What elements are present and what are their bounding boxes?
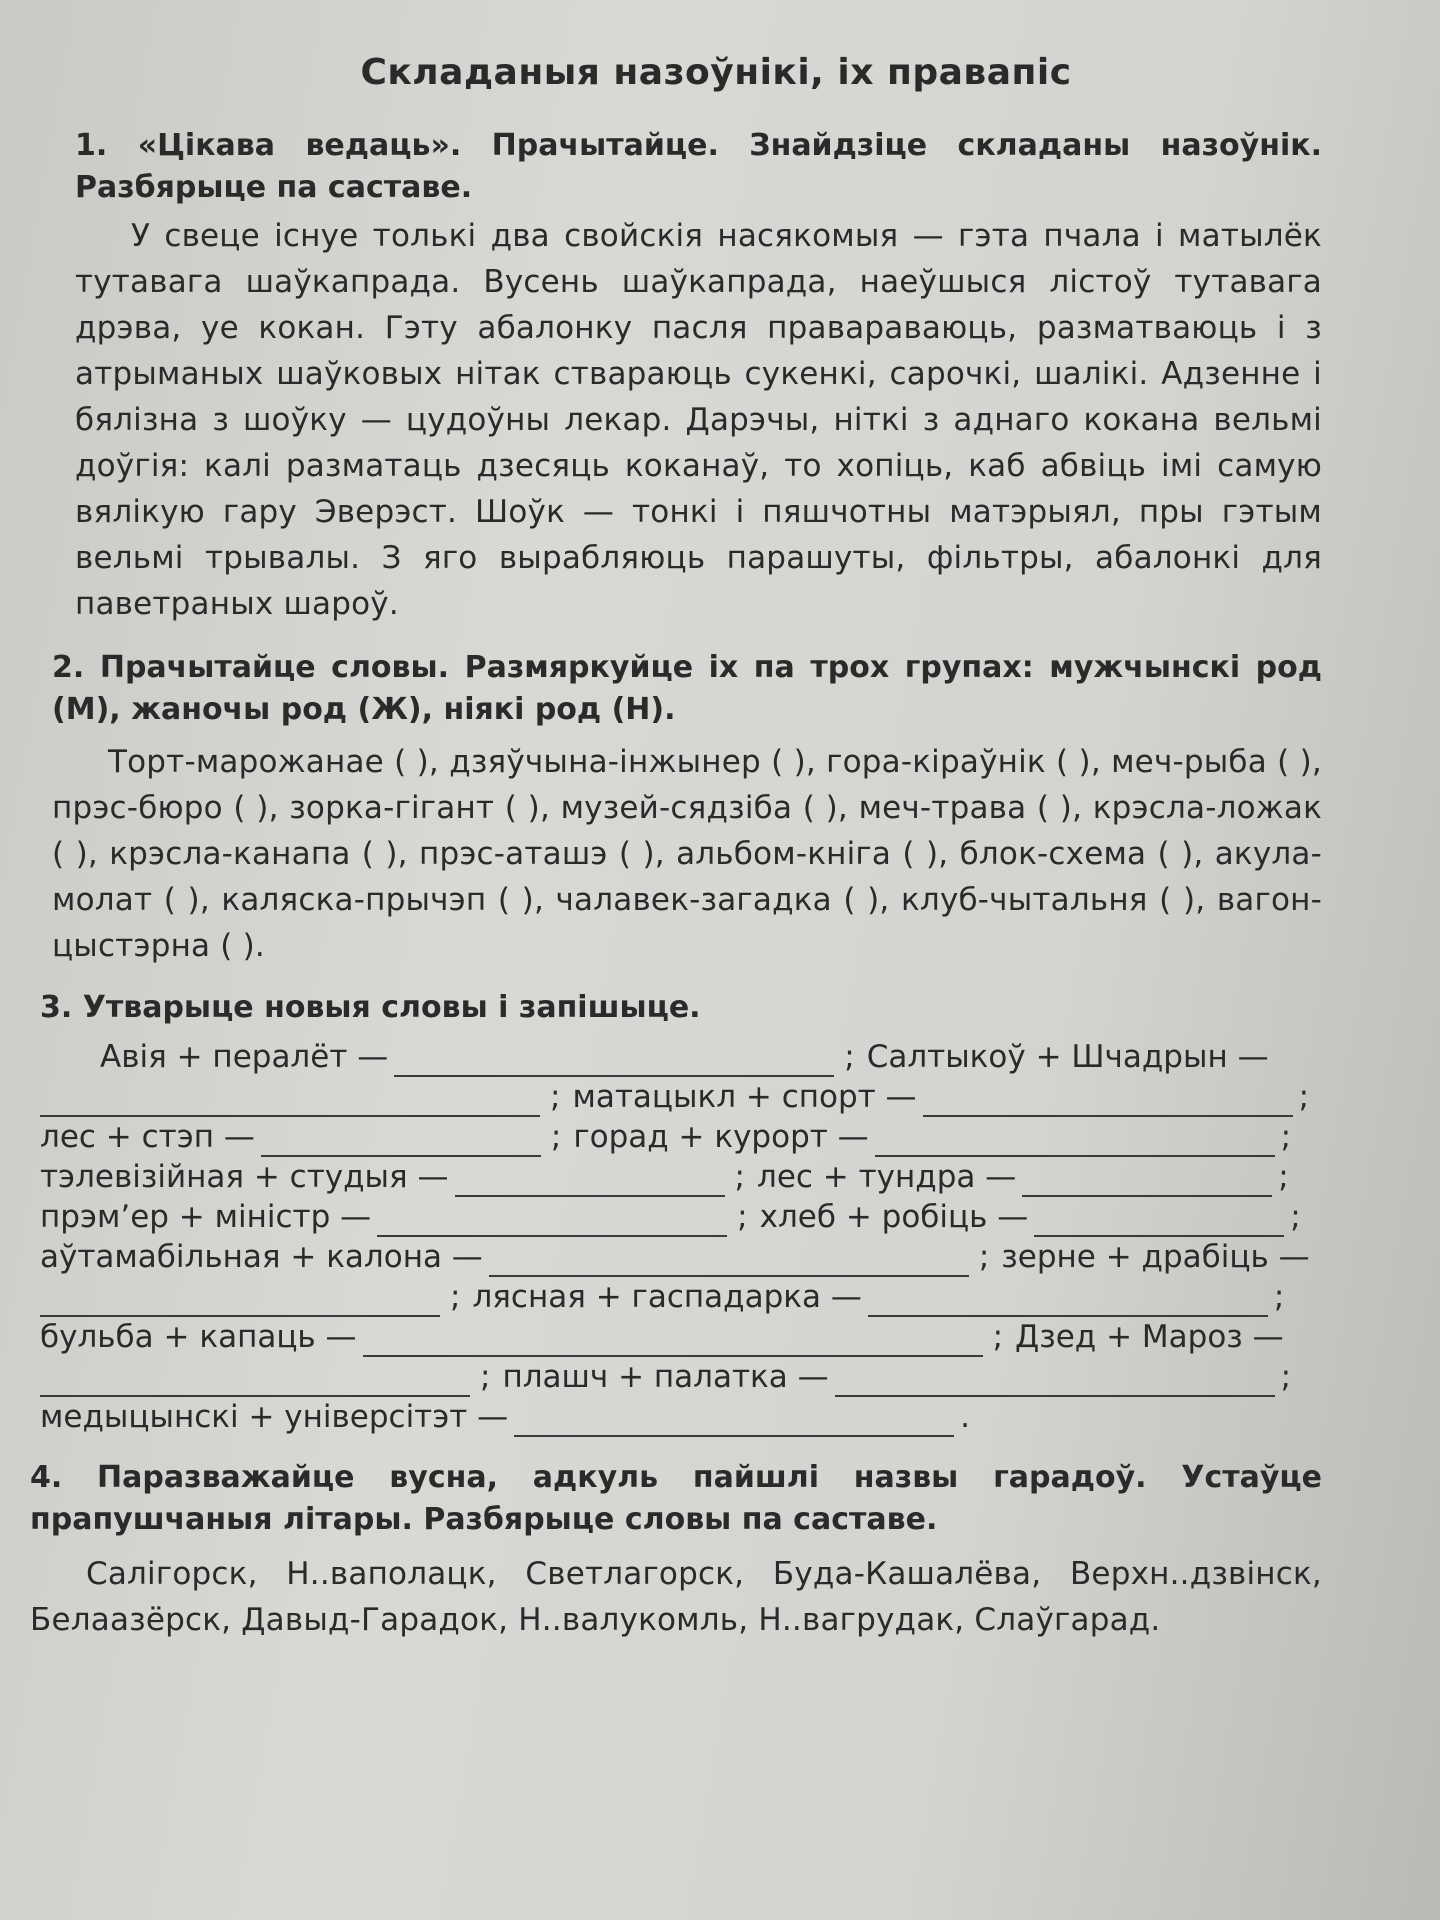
task-1-text: У свеце існуе толькі два свойскія насякомыя — гэта пчала і матылёк тутавага шаўкапрада. Вусень шаўкапрада, наеўшыся лістоў тутавага дрэва, уе кокан. Гэту абалонку пасля правараваюць, разматваюць і з атрыманых шаўковых нітак ствараюць сукенкі, сарочкі, шалікі. Адзенне і бялізна з шоўку — цудоўны лекар. Дарэчы, ніткі з аднаго кокана вельмі доўгія: калі разматаць дзесяць коканаў, то хопіць, каб абвіць імі самую вялікую гару Эверэст. Шоўк — тонкі і пяшчотны матэрыял, пры гэтым вельмі трывалы. З яго вырабляюць парашуты, фільтры, абалонкі для паветраных шароў.	[75, 218, 1322, 622]
word-item: клуб-чытальня ( ),	[901, 882, 1206, 918]
answer-blank[interactable]	[377, 1209, 727, 1237]
compound-prompt: лес + тундра —	[757, 1159, 1017, 1195]
task-1-heading: 1. «Цікава ведаць». Прачытайце. Знайдзіце складаны назоўнік. Разбярыце па саставе.	[75, 128, 1322, 205]
answer-blank[interactable]	[1034, 1209, 1284, 1237]
exercise-row: прэм’ер + міністр — ; хлеб + робіць — ;	[40, 1199, 1301, 1235]
compound-prompt: плашч + палатка —	[502, 1359, 829, 1395]
task-3-heading: 3. Утварыце новыя словы і запішыце.	[40, 990, 701, 1025]
task-4-text: Салігорск, Н..ваполацк, Светлагорск, Буда-Кашалёва, Верхн..дзвінск, Белаазёрск, Давыд-Гарадок, Н..валукомль, Н..вагрудак, Слаўгарад.	[30, 1556, 1322, 1638]
task-4-heading: 4. Паразважайце вусна, адкуль пайшлі назвы гарадоў. Устаўце прапушчаныя літары. Разбярыце словы па саставе.	[30, 1460, 1322, 1537]
compound-prompt: Авія + пералёт —	[100, 1039, 389, 1075]
answer-blank[interactable]	[489, 1249, 969, 1277]
word-item: альбом-кніга ( ),	[676, 836, 949, 872]
exercise-row: ; плашч + палатка — ;	[40, 1357, 1322, 1397]
compound-prompt: тэлевізійная + студыя —	[40, 1159, 449, 1195]
word-item: акула-молат ( ),	[52, 836, 1322, 918]
word-item: зорка-гігант ( ),	[289, 790, 550, 826]
compound-prompt: горад + курорт —	[573, 1119, 869, 1155]
answer-blank[interactable]	[868, 1289, 1268, 1317]
word-item: блок-схема ( ),	[959, 836, 1204, 872]
exercise-row: тэлевізійная + студыя — ; лес + тундра — ;	[40, 1159, 1289, 1195]
answer-blank[interactable]	[923, 1089, 1293, 1117]
word-item: меч-трава ( ),	[858, 790, 1083, 826]
compound-prompt: лясная + гаспадарка —	[472, 1279, 862, 1315]
task-1	[75, 125, 1322, 627]
compound-prompt: прэм’ер + міністр —	[40, 1199, 372, 1235]
task-3-exercise	[40, 1037, 1322, 1437]
task-2-heading: 2. Прачытайце словы. Размяркуйце іх па трох групах: мужчынскі род (М), жаночы род (Ж), ніякі род (Н).	[52, 650, 1322, 727]
word-item: Торт-марожанае ( ),	[108, 744, 439, 780]
exercise-row: бульба + капаць — ; Дзед + Мароз —	[40, 1319, 1284, 1355]
word-item: прэс-аташэ ( ),	[418, 836, 665, 872]
task-3	[40, 987, 1322, 1437]
word-item: крэсла-канапа ( ),	[109, 836, 408, 872]
word-item: крэсла-ложак ( ),	[52, 790, 1323, 872]
compound-prompt: лес + стэп —	[40, 1119, 255, 1155]
task-4	[30, 1457, 1322, 1643]
answer-blank[interactable]	[261, 1129, 541, 1157]
exercise-row: Авія + пералёт — ; Салтыкоў + Шчадрын —	[100, 1039, 1269, 1075]
word-item: каляска-прычэп ( ),	[221, 882, 545, 918]
exercise-row: аўтамабільная + калона — ; зерне + драбіць —	[40, 1239, 1310, 1275]
compound-prompt: хлеб + робіць —	[759, 1199, 1029, 1235]
compound-prompt: бульба + капаць —	[40, 1319, 357, 1355]
word-item: вагон-цыстэрна ( ).	[52, 882, 1322, 964]
compound-prompt: Салтыкоў + Шчадрын —	[866, 1039, 1269, 1075]
compound-prompt: медыцынскі + універсітэт —	[40, 1399, 509, 1435]
exercise-row: медыцынскі + універсітэт — .	[40, 1399, 971, 1435]
task-2-words	[52, 739, 1322, 969]
compound-prompt: Дзед + Мароз —	[1015, 1319, 1284, 1355]
compound-prompt: матацыкл + спорт —	[572, 1079, 917, 1115]
exercise-row: лес + стэп — ; горад + курорт — ;	[40, 1119, 1292, 1155]
answer-blank[interactable]	[514, 1409, 954, 1437]
compound-prompt: аўтамабільная + калона —	[40, 1239, 483, 1275]
answer-blank[interactable]	[40, 1369, 470, 1397]
answer-blank[interactable]	[835, 1369, 1275, 1397]
answer-blank[interactable]	[875, 1129, 1275, 1157]
task-2	[52, 647, 1322, 969]
answer-blank[interactable]	[40, 1089, 540, 1117]
exercise-row: ; лясная + гаспадарка — ;	[40, 1277, 1322, 1317]
page-title: Складаныя назоўнікі, іх правапіс	[360, 52, 1072, 93]
word-item: чалавек-загадка ( ),	[555, 882, 890, 918]
word-item: дзяўчына-інжынер ( ),	[449, 744, 816, 780]
answer-blank[interactable]	[1022, 1169, 1272, 1197]
answer-blank[interactable]	[363, 1329, 983, 1357]
word-item: музей-сядзіба ( ),	[560, 790, 848, 826]
word-item: меч-рыба ( ),	[1111, 744, 1322, 780]
answer-blank[interactable]	[455, 1169, 725, 1197]
answer-blank[interactable]	[394, 1049, 834, 1077]
exercise-row: ; матацыкл + спорт — ;	[40, 1077, 1322, 1117]
word-item: гора-кіраўнік ( ),	[826, 744, 1101, 780]
answer-blank[interactable]	[40, 1289, 440, 1317]
word-item: прэс-бюро ( ),	[52, 790, 279, 826]
compound-prompt: зерне + драбіць —	[1001, 1239, 1310, 1275]
